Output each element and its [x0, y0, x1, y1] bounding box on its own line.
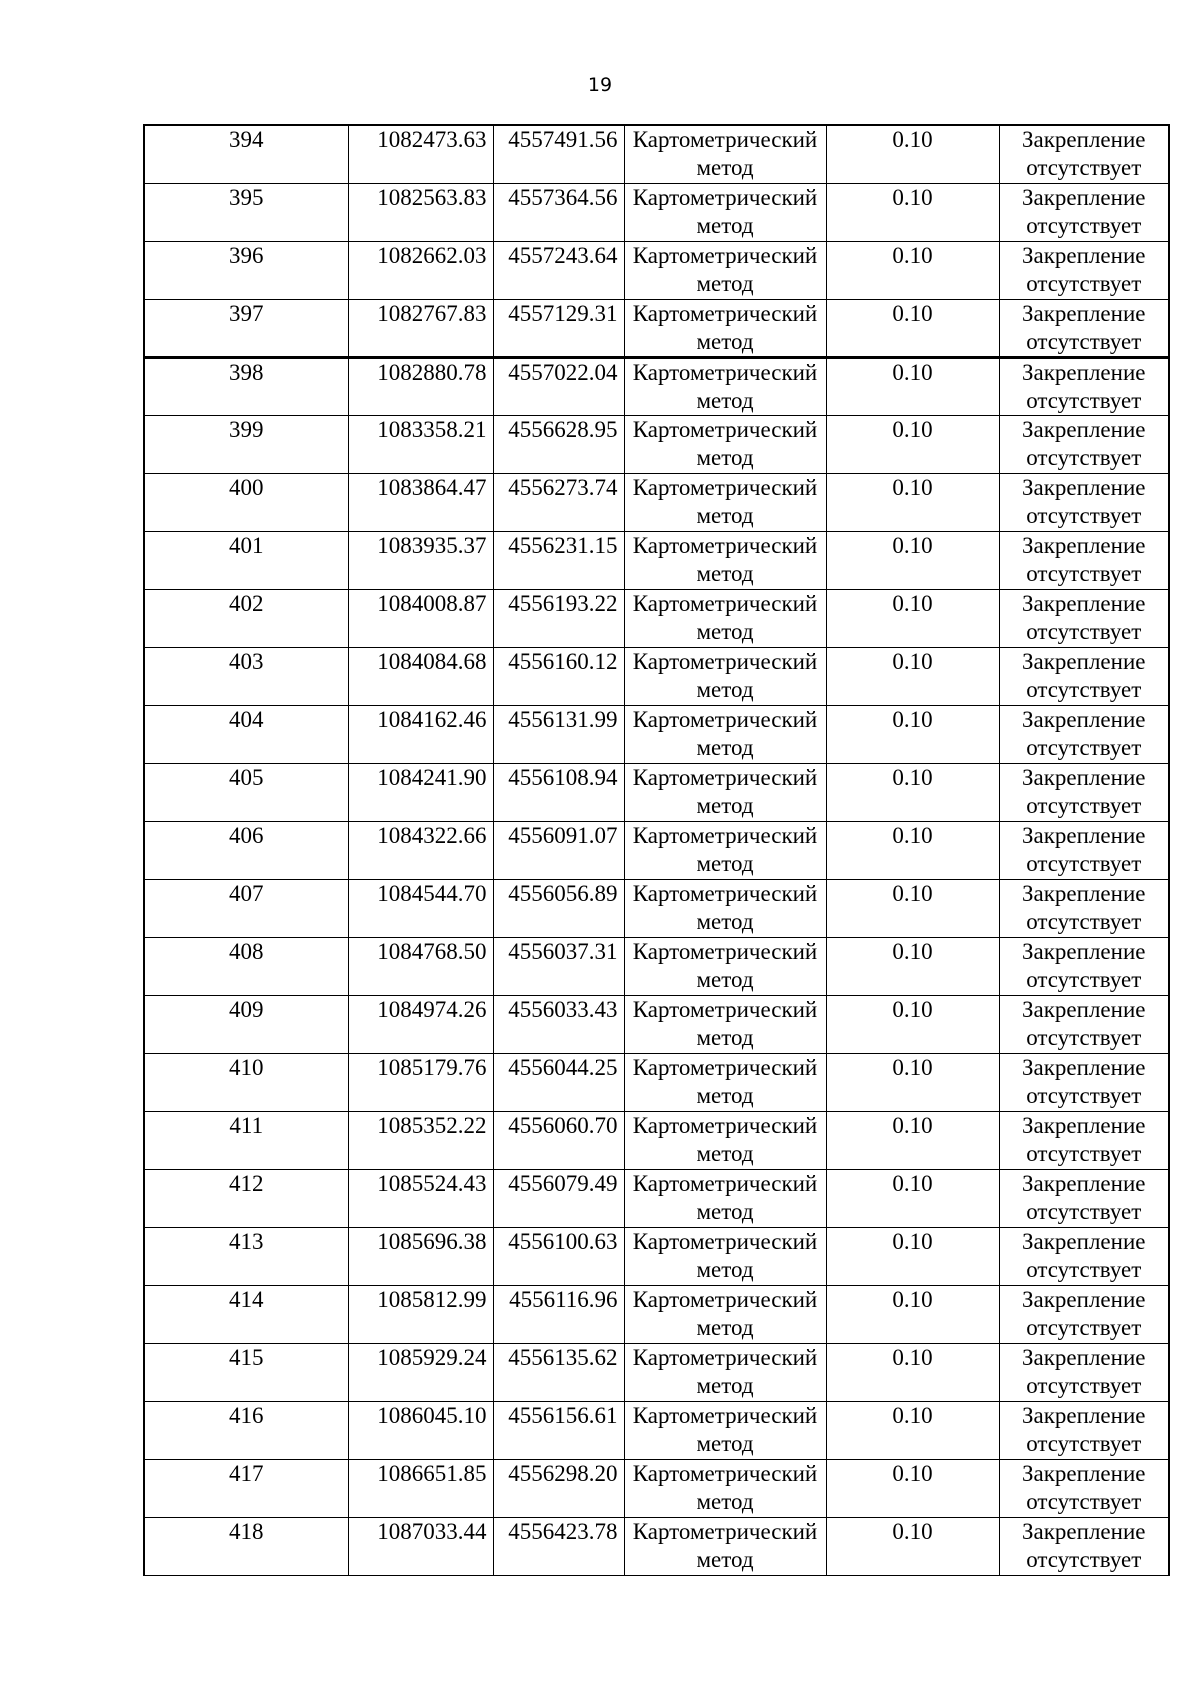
- fixation-line-2: отсутствует: [1026, 1430, 1142, 1456]
- point-number-cell: 413: [144, 1227, 348, 1285]
- fixation-line-2: отсутствует: [1026, 1372, 1142, 1398]
- y-coordinate-cell: 4556056.89: [493, 879, 624, 937]
- fixation-cell: [999, 1459, 1169, 1517]
- point-number-cell: 418: [144, 1517, 348, 1575]
- accuracy-cell: 0.10: [826, 183, 999, 241]
- method-cell: [624, 473, 826, 531]
- method-cell: [624, 705, 826, 763]
- y-coordinate-cell: 4556033.43: [493, 995, 624, 1053]
- method-line-1: Картометрический: [632, 1344, 818, 1370]
- y-coordinate-cell: 4556044.25: [493, 1053, 624, 1111]
- fixation-line-1: Закрепление: [1022, 127, 1146, 152]
- method-line-1: Картометрический: [632, 996, 818, 1022]
- fixation-line-2: отсутствует: [1026, 908, 1142, 934]
- point-number-cell: 400: [144, 473, 348, 531]
- accuracy-cell: 0.10: [826, 589, 999, 647]
- method-line-2: метод: [696, 618, 754, 644]
- accuracy-cell: 0.10: [826, 1459, 999, 1517]
- method-line-2: метод: [696, 1372, 754, 1398]
- table-row: [144, 473, 1169, 531]
- fixation-line-2: отсутствует: [1026, 328, 1142, 354]
- fixation-line-2: отсутствует: [1026, 850, 1142, 876]
- method-cell: [624, 241, 826, 299]
- x-coordinate-cell: 1085696.38: [348, 1227, 493, 1285]
- x-coordinate-cell: 1083358.21: [348, 415, 493, 473]
- fixation-cell: [999, 125, 1169, 183]
- fixation-line-1: Закрепление: [1022, 1344, 1146, 1370]
- fixation-line-1: Закрепление: [1022, 590, 1146, 616]
- fixation-line-2: отсутствует: [1026, 1256, 1142, 1282]
- y-coordinate-cell: 4556273.74: [493, 473, 624, 531]
- method-line-2: метод: [696, 155, 754, 180]
- method-line-1: Картометрический: [632, 1286, 818, 1312]
- coordinates-table: [143, 124, 1170, 1576]
- method-cell: [624, 937, 826, 995]
- y-coordinate-cell: 4557129.31: [493, 299, 624, 357]
- accuracy-cell: 0.10: [826, 1169, 999, 1227]
- fixation-cell: [999, 763, 1169, 821]
- method-line-2: метод: [696, 792, 754, 818]
- method-line-1: Картометрический: [632, 706, 818, 732]
- method-line-2: метод: [696, 1430, 754, 1456]
- accuracy-cell: 0.10: [826, 879, 999, 937]
- x-coordinate-cell: 1084768.50: [348, 937, 493, 995]
- y-coordinate-cell: 4557491.56: [493, 125, 624, 183]
- y-coordinate-cell: 4557243.64: [493, 241, 624, 299]
- fixation-cell: [999, 299, 1169, 357]
- table-row: [144, 937, 1169, 995]
- x-coordinate-cell: 1082880.78: [348, 357, 493, 415]
- fixation-cell: [999, 1401, 1169, 1459]
- point-number-cell: 396: [144, 241, 348, 299]
- fixation-line-1: Закрепление: [1022, 1170, 1146, 1196]
- method-line-1: Картометрический: [632, 242, 818, 268]
- fixation-cell: [999, 1227, 1169, 1285]
- table-row: [144, 415, 1169, 473]
- x-coordinate-cell: 1085524.43: [348, 1169, 493, 1227]
- method-line-1: Картометрический: [632, 359, 818, 385]
- fixation-cell: [999, 473, 1169, 531]
- accuracy-cell: 0.10: [826, 531, 999, 589]
- method-cell: [624, 1343, 826, 1401]
- x-coordinate-cell: 1084322.66: [348, 821, 493, 879]
- accuracy-cell: 0.10: [826, 1111, 999, 1169]
- accuracy-cell: 0.10: [826, 1227, 999, 1285]
- method-line-1: Картометрический: [632, 590, 818, 616]
- method-cell: [624, 821, 826, 879]
- y-coordinate-cell: 4556423.78: [493, 1517, 624, 1575]
- method-line-2: метод: [696, 270, 754, 296]
- fixation-line-1: Закрепление: [1022, 880, 1146, 906]
- fixation-line-2: отсутствует: [1026, 676, 1142, 702]
- fixation-cell: [999, 879, 1169, 937]
- method-line-1: Картометрический: [632, 474, 818, 500]
- fixation-line-1: Закрепление: [1022, 1112, 1146, 1138]
- accuracy-cell: 0.10: [826, 1517, 999, 1575]
- x-coordinate-cell: 1082563.83: [348, 183, 493, 241]
- fixation-cell: [999, 647, 1169, 705]
- fixation-cell: [999, 357, 1169, 415]
- y-coordinate-cell: 4556100.63: [493, 1227, 624, 1285]
- method-cell: [624, 531, 826, 589]
- method-cell: [624, 415, 826, 473]
- fixation-line-2: отсутствует: [1026, 1082, 1142, 1108]
- point-number-cell: 407: [144, 879, 348, 937]
- table-row: [144, 1053, 1169, 1111]
- y-coordinate-cell: 4556231.15: [493, 531, 624, 589]
- method-cell: [624, 357, 826, 415]
- method-cell: [624, 589, 826, 647]
- y-coordinate-cell: 4556160.12: [493, 647, 624, 705]
- fixation-cell: [999, 995, 1169, 1053]
- x-coordinate-cell: 1082767.83: [348, 299, 493, 357]
- point-number-cell: 394: [144, 125, 348, 183]
- coordinates-table-body: [144, 125, 1169, 1575]
- fixation-line-1: Закрепление: [1022, 416, 1146, 442]
- fixation-line-2: отсутствует: [1026, 1140, 1142, 1166]
- fixation-line-2: отсутствует: [1026, 734, 1142, 760]
- method-line-1: Картометрический: [632, 648, 818, 674]
- method-line-1: Картометрический: [632, 1170, 818, 1196]
- point-number-cell: 404: [144, 705, 348, 763]
- fixation-cell: [999, 705, 1169, 763]
- y-coordinate-cell: 4556079.49: [493, 1169, 624, 1227]
- method-cell: [624, 1459, 826, 1517]
- accuracy-cell: 0.10: [826, 299, 999, 357]
- table-row: [144, 821, 1169, 879]
- accuracy-cell: 0.10: [826, 821, 999, 879]
- y-coordinate-cell: 4557022.04: [493, 357, 624, 415]
- fixation-cell: [999, 937, 1169, 995]
- method-cell: [624, 1169, 826, 1227]
- method-line-2: метод: [696, 1198, 754, 1224]
- table-row: [144, 1343, 1169, 1401]
- method-cell: [624, 125, 826, 183]
- x-coordinate-cell: 1084162.46: [348, 705, 493, 763]
- method-line-2: метод: [696, 560, 754, 586]
- method-cell: [624, 1401, 826, 1459]
- table-row: [144, 531, 1169, 589]
- fixation-line-1: Закрепление: [1022, 242, 1146, 268]
- fixation-line-2: отсутствует: [1026, 1198, 1142, 1224]
- page-number: 19: [587, 74, 613, 96]
- method-line-2: метод: [696, 212, 754, 238]
- method-line-1: Картометрический: [632, 1518, 818, 1544]
- method-line-1: Картометрический: [632, 822, 818, 848]
- table-row: [144, 995, 1169, 1053]
- y-coordinate-cell: 4556116.96: [493, 1285, 624, 1343]
- x-coordinate-cell: 1085179.76: [348, 1053, 493, 1111]
- fixation-line-1: Закрепление: [1022, 1518, 1146, 1544]
- table-row: [144, 1459, 1169, 1517]
- accuracy-cell: 0.10: [826, 125, 999, 183]
- point-number-cell: 409: [144, 995, 348, 1053]
- x-coordinate-cell: 1083935.37: [348, 531, 493, 589]
- method-line-2: метод: [696, 1140, 754, 1166]
- method-line-2: метод: [696, 1314, 754, 1340]
- fixation-line-2: отсутствует: [1026, 444, 1142, 470]
- fixation-line-1: Закрепление: [1022, 996, 1146, 1022]
- y-coordinate-cell: 4556091.07: [493, 821, 624, 879]
- table-row: [144, 589, 1169, 647]
- point-number-cell: 415: [144, 1343, 348, 1401]
- x-coordinate-cell: 1086045.10: [348, 1401, 493, 1459]
- fixation-line-1: Закрепление: [1022, 764, 1146, 790]
- accuracy-cell: 0.10: [826, 1343, 999, 1401]
- table-row: [144, 1285, 1169, 1343]
- method-cell: [624, 1053, 826, 1111]
- point-number-cell: 417: [144, 1459, 348, 1517]
- fixation-line-2: отсутствует: [1026, 966, 1142, 992]
- method-line-2: метод: [696, 908, 754, 934]
- method-line-1: Картометрический: [632, 880, 818, 906]
- fixation-cell: [999, 589, 1169, 647]
- fixation-line-1: Закрепление: [1022, 938, 1146, 964]
- fixation-line-2: отсутствует: [1026, 792, 1142, 818]
- fixation-cell: [999, 1169, 1169, 1227]
- fixation-line-1: Закрепление: [1022, 184, 1146, 210]
- method-line-2: метод: [696, 966, 754, 992]
- accuracy-cell: 0.10: [826, 705, 999, 763]
- y-coordinate-cell: 4556193.22: [493, 589, 624, 647]
- table-row: [144, 1517, 1169, 1575]
- table-row: [144, 763, 1169, 821]
- point-number-cell: 405: [144, 763, 348, 821]
- method-line-2: метод: [696, 1082, 754, 1108]
- y-coordinate-cell: 4556298.20: [493, 1459, 624, 1517]
- point-number-cell: 411: [144, 1111, 348, 1169]
- fixation-line-1: Закрепление: [1022, 1402, 1146, 1428]
- fixation-line-2: отсутствует: [1026, 1024, 1142, 1050]
- point-number-cell: 398: [144, 357, 348, 415]
- table-row: [144, 647, 1169, 705]
- table-row: [144, 1169, 1169, 1227]
- fixation-line-1: Закрепление: [1022, 1460, 1146, 1486]
- accuracy-cell: 0.10: [826, 647, 999, 705]
- method-cell: [624, 995, 826, 1053]
- fixation-line-2: отсутствует: [1026, 502, 1142, 528]
- method-line-1: Картометрический: [632, 1460, 818, 1486]
- method-line-2: метод: [696, 328, 754, 354]
- table-row: [144, 1111, 1169, 1169]
- method-line-2: метод: [696, 502, 754, 528]
- fixation-cell: [999, 415, 1169, 473]
- method-cell: [624, 763, 826, 821]
- accuracy-cell: 0.10: [826, 1401, 999, 1459]
- point-number-cell: 414: [144, 1285, 348, 1343]
- fixation-cell: [999, 531, 1169, 589]
- fixation-line-2: отсутствует: [1026, 1314, 1142, 1340]
- point-number-cell: 397: [144, 299, 348, 357]
- fixation-line-2: отсутствует: [1026, 155, 1142, 180]
- y-coordinate-cell: 4557364.56: [493, 183, 624, 241]
- fixation-line-1: Закрепление: [1022, 300, 1146, 326]
- point-number-cell: 402: [144, 589, 348, 647]
- fixation-line-1: Закрепление: [1022, 1054, 1146, 1080]
- fixation-line-2: отсутствует: [1026, 618, 1142, 644]
- table-row: [144, 1401, 1169, 1459]
- fixation-cell: [999, 1343, 1169, 1401]
- fixation-line-1: Закрепление: [1022, 822, 1146, 848]
- method-cell: [624, 1111, 826, 1169]
- point-number-cell: 412: [144, 1169, 348, 1227]
- method-cell: [624, 1285, 826, 1343]
- accuracy-cell: 0.10: [826, 473, 999, 531]
- fixation-cell: [999, 1053, 1169, 1111]
- y-coordinate-cell: 4556135.62: [493, 1343, 624, 1401]
- table-row: [144, 183, 1169, 241]
- method-line-1: Картометрический: [632, 1402, 818, 1428]
- table-row: [144, 241, 1169, 299]
- x-coordinate-cell: 1083864.47: [348, 473, 493, 531]
- fixation-cell: [999, 821, 1169, 879]
- x-coordinate-cell: 1085929.24: [348, 1343, 493, 1401]
- fixation-line-2: отсутствует: [1026, 387, 1142, 413]
- method-line-1: Картометрический: [632, 532, 818, 558]
- point-number-cell: 395: [144, 183, 348, 241]
- accuracy-cell: 0.10: [826, 763, 999, 821]
- fixation-line-2: отсутствует: [1026, 212, 1142, 238]
- method-line-1: Картометрический: [632, 416, 818, 442]
- x-coordinate-cell: 1084084.68: [348, 647, 493, 705]
- table-row: [144, 125, 1169, 183]
- x-coordinate-cell: 1084008.87: [348, 589, 493, 647]
- fixation-line-1: Закрепление: [1022, 359, 1146, 385]
- x-coordinate-cell: 1085812.99: [348, 1285, 493, 1343]
- fixation-cell: [999, 1517, 1169, 1575]
- method-line-2: метод: [696, 444, 754, 470]
- method-line-1: Картометрический: [632, 1112, 818, 1138]
- method-line-1: Картометрический: [632, 127, 818, 152]
- fixation-line-1: Закрепление: [1022, 474, 1146, 500]
- point-number-cell: 410: [144, 1053, 348, 1111]
- point-number-cell: 401: [144, 531, 348, 589]
- method-line-2: метод: [696, 850, 754, 876]
- fixation-line-2: отсутствует: [1026, 560, 1142, 586]
- fixation-line-1: Закрепление: [1022, 532, 1146, 558]
- y-coordinate-cell: 4556156.61: [493, 1401, 624, 1459]
- fixation-cell: [999, 1285, 1169, 1343]
- fixation-line-1: Закрепление: [1022, 1286, 1146, 1312]
- x-coordinate-cell: 1084241.90: [348, 763, 493, 821]
- y-coordinate-cell: 4556131.99: [493, 705, 624, 763]
- accuracy-cell: 0.10: [826, 1285, 999, 1343]
- y-coordinate-cell: 4556628.95: [493, 415, 624, 473]
- method-line-2: метод: [696, 1256, 754, 1282]
- method-line-1: Картометрический: [632, 300, 818, 326]
- method-line-1: Картометрический: [632, 764, 818, 790]
- method-cell: [624, 1227, 826, 1285]
- method-line-1: Картометрический: [632, 1228, 818, 1254]
- fixation-line-1: Закрепление: [1022, 648, 1146, 674]
- accuracy-cell: 0.10: [826, 415, 999, 473]
- point-number-cell: 399: [144, 415, 348, 473]
- method-line-2: метод: [696, 734, 754, 760]
- x-coordinate-cell: 1087033.44: [348, 1517, 493, 1575]
- fixation-line-1: Закрепление: [1022, 1228, 1146, 1254]
- x-coordinate-cell: 1084974.26: [348, 995, 493, 1053]
- accuracy-cell: 0.10: [826, 995, 999, 1053]
- method-line-1: Картометрический: [632, 184, 818, 210]
- table-row: [144, 1227, 1169, 1285]
- method-line-2: метод: [696, 676, 754, 702]
- method-cell: [624, 1517, 826, 1575]
- point-number-cell: 406: [144, 821, 348, 879]
- fixation-line-2: отсутствует: [1026, 270, 1142, 296]
- y-coordinate-cell: 4556108.94: [493, 763, 624, 821]
- x-coordinate-cell: 1086651.85: [348, 1459, 493, 1517]
- method-line-1: Картометрический: [632, 938, 818, 964]
- method-line-1: Картометрический: [632, 1054, 818, 1080]
- table-row: [144, 357, 1169, 415]
- fixation-cell: [999, 1111, 1169, 1169]
- method-line-2: метод: [696, 1488, 754, 1514]
- method-cell: [624, 183, 826, 241]
- table-row: [144, 299, 1169, 357]
- method-cell: [624, 647, 826, 705]
- fixation-line-1: Закрепление: [1022, 706, 1146, 732]
- accuracy-cell: 0.10: [826, 937, 999, 995]
- table-row: [144, 879, 1169, 937]
- point-number-cell: 408: [144, 937, 348, 995]
- x-coordinate-cell: 1082662.03: [348, 241, 493, 299]
- accuracy-cell: 0.10: [826, 241, 999, 299]
- accuracy-cell: 0.10: [826, 1053, 999, 1111]
- method-cell: [624, 879, 826, 937]
- table-row: [144, 705, 1169, 763]
- fixation-cell: [999, 183, 1169, 241]
- accuracy-cell: 0.10: [826, 357, 999, 415]
- x-coordinate-cell: 1085352.22: [348, 1111, 493, 1169]
- x-coordinate-cell: 1082473.63: [348, 125, 493, 183]
- method-line-2: метод: [696, 1024, 754, 1050]
- method-line-2: метод: [696, 1546, 754, 1572]
- y-coordinate-cell: 4556060.70: [493, 1111, 624, 1169]
- fixation-cell: [999, 241, 1169, 299]
- method-line-2: метод: [696, 387, 754, 413]
- x-coordinate-cell: 1084544.70: [348, 879, 493, 937]
- fixation-line-2: отсутствует: [1026, 1488, 1142, 1514]
- point-number-cell: 416: [144, 1401, 348, 1459]
- method-cell: [624, 299, 826, 357]
- fixation-line-2: отсутствует: [1026, 1546, 1142, 1572]
- y-coordinate-cell: 4556037.31: [493, 937, 624, 995]
- point-number-cell: 403: [144, 647, 348, 705]
